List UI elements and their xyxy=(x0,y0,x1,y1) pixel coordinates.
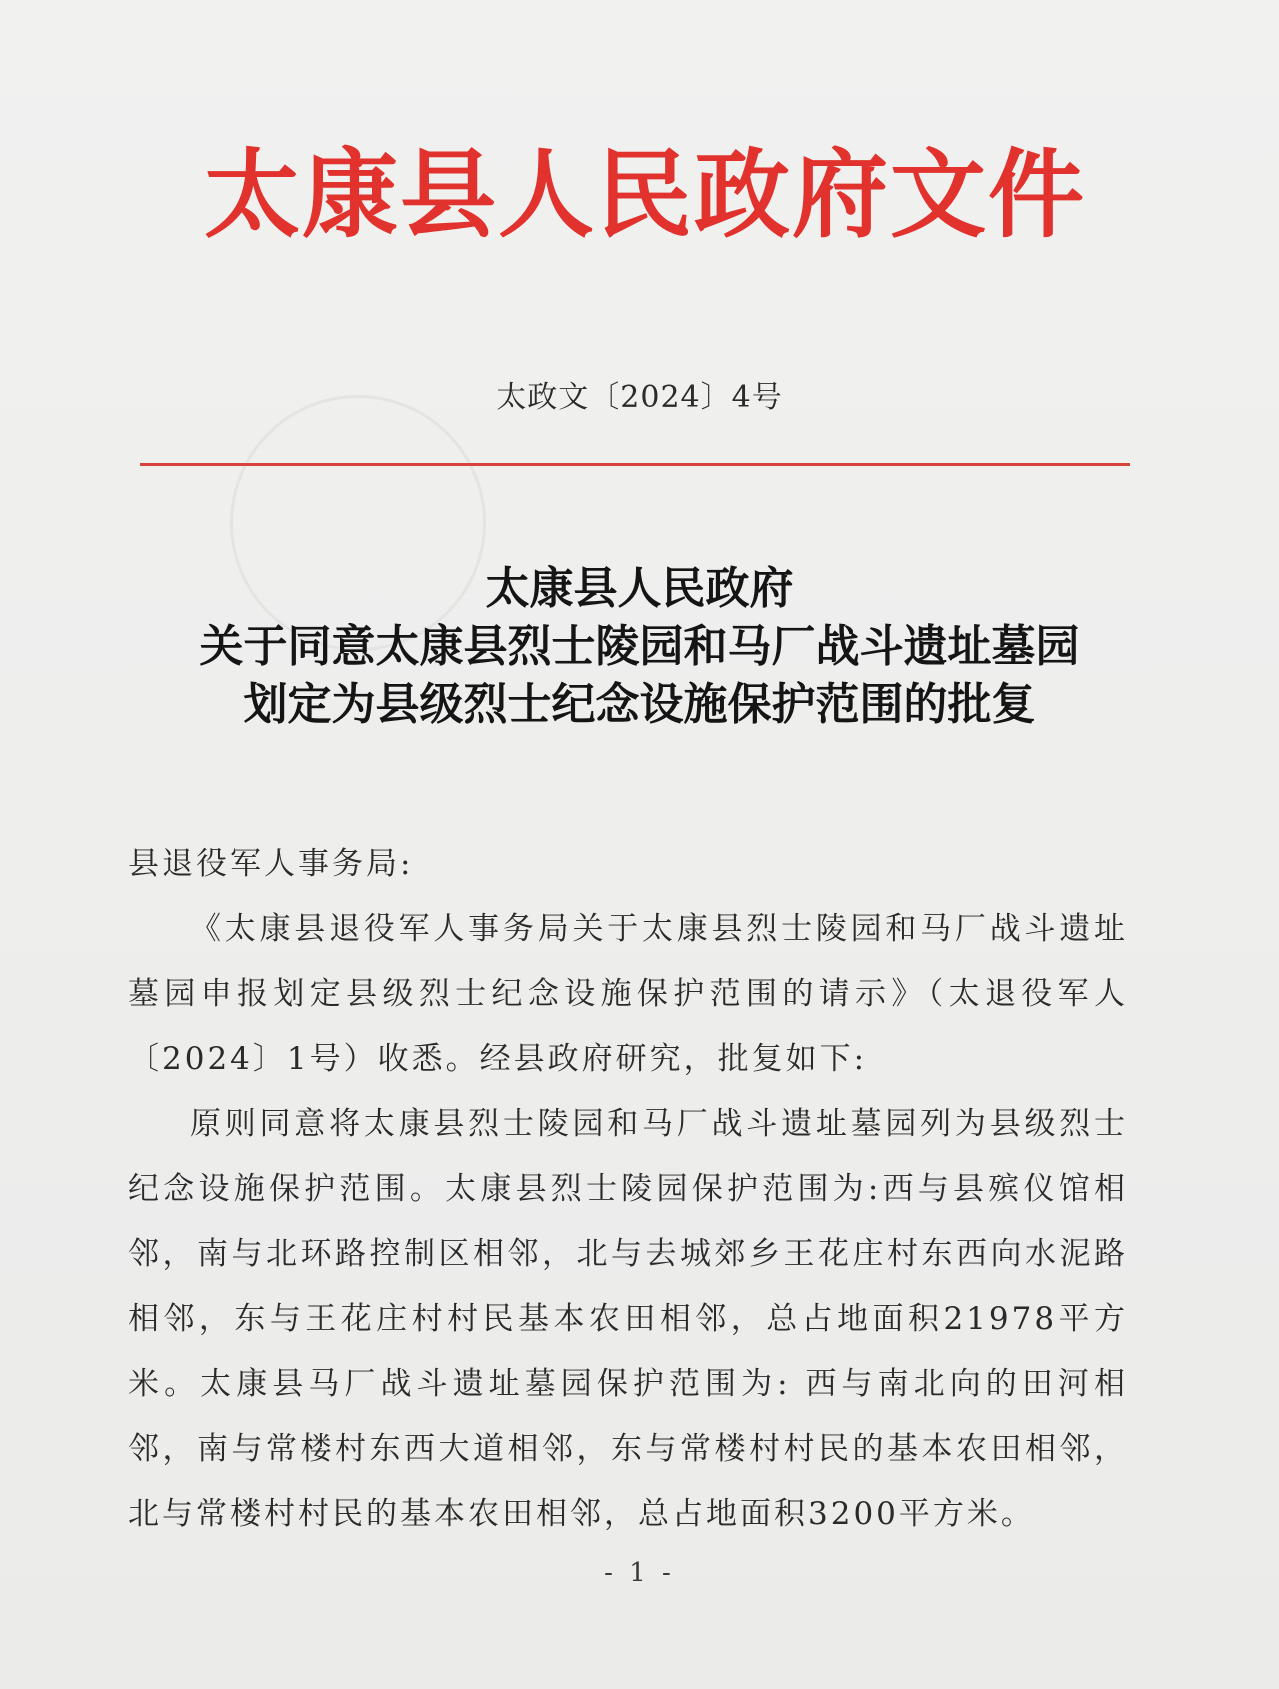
document-body xyxy=(128,832,1128,1547)
red-divider-line xyxy=(140,463,1130,466)
title-line-3: 划定为县级烈士纪念设施保护范围的批复 xyxy=(243,679,1036,730)
title-line-2: 关于同意太康县烈士陵园和马厂战斗遗址墓园 xyxy=(199,621,1080,672)
salutation: 县退役军人事务局: xyxy=(128,846,414,882)
title-line-1: 太康县人民政府 xyxy=(485,563,794,614)
document-title xyxy=(0,560,1279,734)
body-paragraph-2: 原则同意将太康县烈士陵园和马厂战斗遗址墓园列为县级烈士纪念设施保护范围。太康县烈士陵园保护范围为:西与县殡仪馆相邻，南与北环路控制区相邻，北与去城郊乡王花庄村东西向水泥路相邻，东与王花庄村村民基本农田相邻，总占地面积21978平方米。太康县马厂战斗遗址墓园保护范围为: 西与南北向的田河相邻，南与常楼村东西大道相邻，东与常楼村村民的基本农田相邻，北与常楼村村民的基本农田相邻，总占地面积3200平方米。 xyxy=(128,1106,1128,1532)
page-number: - 1 - xyxy=(604,1558,675,1588)
document-number: 太政文〔2024〕4号 xyxy=(496,380,783,415)
body-paragraph-1: 《太康县退役军人事务局关于太康县烈士陵园和马厂战斗遗址墓园申报划定县级烈士纪念设施保护范围的请示》（太退役军人〔2024〕1号）收悉。经县政府研究，批复如下: xyxy=(128,911,1128,1077)
letterhead-title: 太康县人民政府文件 xyxy=(204,138,1086,251)
